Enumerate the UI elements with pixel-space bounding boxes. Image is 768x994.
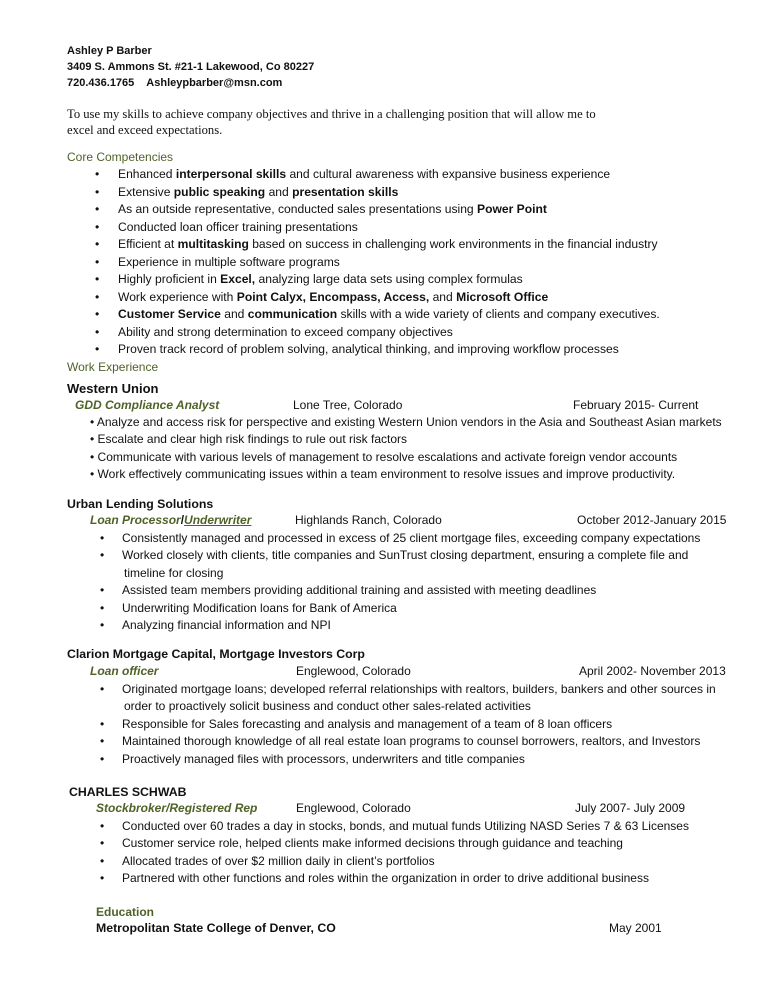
job-bullets (100, 530, 700, 634)
job-bullet: • Escalate and clear high risk findings to rule out risk factors (90, 431, 722, 448)
job-company: Urban Lending Solutions (67, 497, 214, 511)
competency-item (95, 219, 660, 237)
work-experience-heading: Work Experience (67, 360, 159, 374)
applicant-phone: 720.436.1765 (67, 77, 135, 89)
competency-text: and (265, 184, 293, 199)
job-bullets (100, 818, 689, 888)
core-competencies-heading: Core Competencies (67, 150, 174, 164)
competency-emphasis: presentation skills (292, 184, 399, 199)
objective-line-1: To use my skills to achieve company objectives and thrive in a challenging position that will allow me to (67, 107, 596, 121)
job-title: Loan officer (90, 664, 159, 678)
competency-item (95, 341, 660, 359)
job-title: GDD Compliance Analyst (75, 398, 220, 412)
competency-item (95, 236, 660, 254)
job-bullet: • Worked closely with clients, title companies and SunTrust closing department, ensuring a complete file and (100, 547, 700, 564)
job-bullet: • Customer service role, helped clients make informed decisions through guidance and teaching (100, 835, 689, 852)
education-heading: Education (96, 905, 155, 919)
job-bullet: • Analyze and access risk for perspective and existing Western Union vendors in the Asia and Southeast Asian markets (90, 414, 722, 431)
job-bullet: • Analyzing financial information and NPI (100, 617, 700, 634)
competency-item (95, 306, 660, 324)
competency-emphasis: Power Point (477, 202, 547, 217)
job-company: Clarion Mortgage Capital, Mortgage Investors Corp (67, 647, 365, 661)
competency-emphasis: interpersonal skills (175, 167, 287, 181)
competency-emphasis: Customer Service (118, 307, 221, 322)
competency-text: Efficient at (118, 237, 178, 252)
competency-emphasis: communication (247, 307, 338, 322)
competency-item (95, 324, 660, 342)
competency-text: skills with a wide variety of clients and company executives. (337, 307, 660, 322)
competency-emphasis: Point Calyx, Encompass, Access, (236, 289, 430, 304)
education-date: May 2001 (609, 921, 662, 935)
core-competencies-list (95, 166, 660, 359)
job-dates: April 2002- November 2013 (579, 664, 726, 678)
job-bullet: • Assisted team members providing additional training and assisted with meeting deadlines (100, 582, 700, 599)
job-company: CHARLES SCHWAB (69, 785, 187, 799)
job-bullet: • Responsible for Sales forecasting and analysis and management of a team of 8 loan officers (100, 716, 716, 733)
job-bullet: • Conducted over 60 trades a day in stocks, bonds, and mutual funds Utilizing NASD Series 7 & 63 Licenses (100, 818, 689, 835)
job-title (90, 513, 251, 527)
job-bullet-continuation: timeline for closing (124, 565, 224, 580)
job-title-separator: / (180, 513, 185, 527)
competency-item (95, 271, 660, 289)
competency-text: and (429, 289, 457, 304)
competency-text: Extensive (118, 184, 174, 199)
job-location: Englewood, Colorado (296, 664, 411, 678)
job-bullet: • Allocated trades of over $2 million daily in client’s portfolios (100, 853, 689, 870)
competency-emphasis: multitasking (177, 237, 249, 252)
applicant-contact (67, 77, 282, 89)
job-bullets (100, 681, 716, 768)
job-dates: July 2007- July 2009 (575, 801, 686, 815)
competency-text: Highly proficient in (118, 272, 221, 287)
job-bullet: • Underwriting Modification loans for Bank of America (100, 600, 700, 617)
competency-text: As an outside representative, conducted sales presentations using (118, 202, 478, 217)
job-dates: October 2012-January 2015 (577, 513, 727, 527)
applicant-name: Ashley P Barber (67, 45, 152, 57)
competency-text: analyzing large data sets using complex formulas (255, 272, 523, 287)
job-bullet: • Maintained thorough knowledge of all real estate loan programs to counsel borrowers, realtors, and Investors (100, 733, 716, 750)
job-title-part: Underwriter (184, 513, 252, 527)
applicant-email: Ashleypbarber@msn.com (146, 77, 283, 89)
competency-item (95, 254, 660, 272)
competency-item (95, 184, 660, 202)
competency-text: Work experience with (118, 289, 237, 304)
competency-text: Proven track record of problem solving, analytical thinking, and improving workflow processes (118, 342, 619, 357)
job-dates: February 2015- Current (573, 398, 699, 412)
job-bullet: • Communicate with various levels of management to resolve escalations and activate foreign vendor accounts (90, 449, 722, 466)
competency-text: based on success in challenging work environments in the financial industry (248, 237, 658, 252)
competency-item (95, 201, 660, 219)
competency-emphasis: Microsoft Office (456, 289, 549, 304)
job-bullet: • Originated mortgage loans; developed referral relationships with realtors, builders, bankers and other sources in (100, 681, 716, 698)
competency-text: and cultural awareness with expansive business experience (286, 167, 611, 181)
job-bullet-continuation: order to proactively solicit business and conduct other sales-related activities (124, 699, 531, 714)
competency-text: Enhanced (118, 167, 176, 181)
competency-text: and (220, 307, 248, 322)
competency-text: Conducted loan officer training presentations (118, 219, 358, 234)
competency-text: Experience in multiple software programs (118, 254, 340, 269)
job-location: Highlands Ranch, Colorado (295, 513, 442, 527)
competency-item (95, 289, 660, 307)
objective-line-2: excel and exceed expectations. (67, 123, 223, 137)
competency-emphasis: Excel, (220, 272, 256, 287)
job-company: Western Union (67, 381, 159, 396)
job-location: Englewood, Colorado (296, 801, 411, 815)
competency-item (95, 166, 660, 184)
job-bullet: • Partnered with other functions and roles within the organization in order to drive additional business (100, 870, 689, 887)
job-location: Lone Tree, Colorado (293, 398, 403, 412)
competency-emphasis: public speaking (173, 184, 266, 199)
job-bullets (90, 414, 722, 484)
job-bullet: • Work effectively communicating issues within a team environment to resolve issues and improve productivity. (90, 466, 722, 483)
job-bullet: • Consistently managed and processed in excess of 25 client mortgage files, exceeding company expectations (100, 530, 700, 547)
job-title-part: Loan Processor (90, 513, 181, 527)
education-school: Metropolitan State College of Denver, CO (96, 921, 336, 935)
job-bullet: • Proactively managed files with processors, underwriters and title companies (100, 751, 716, 768)
job-title: Stockbroker/Registered Rep (96, 801, 258, 815)
applicant-address: 3409 S. Ammons St. #21-1 Lakewood, Co 80227 (67, 61, 315, 73)
competency-text: Ability and strong determination to exceed company objectives (118, 324, 453, 339)
